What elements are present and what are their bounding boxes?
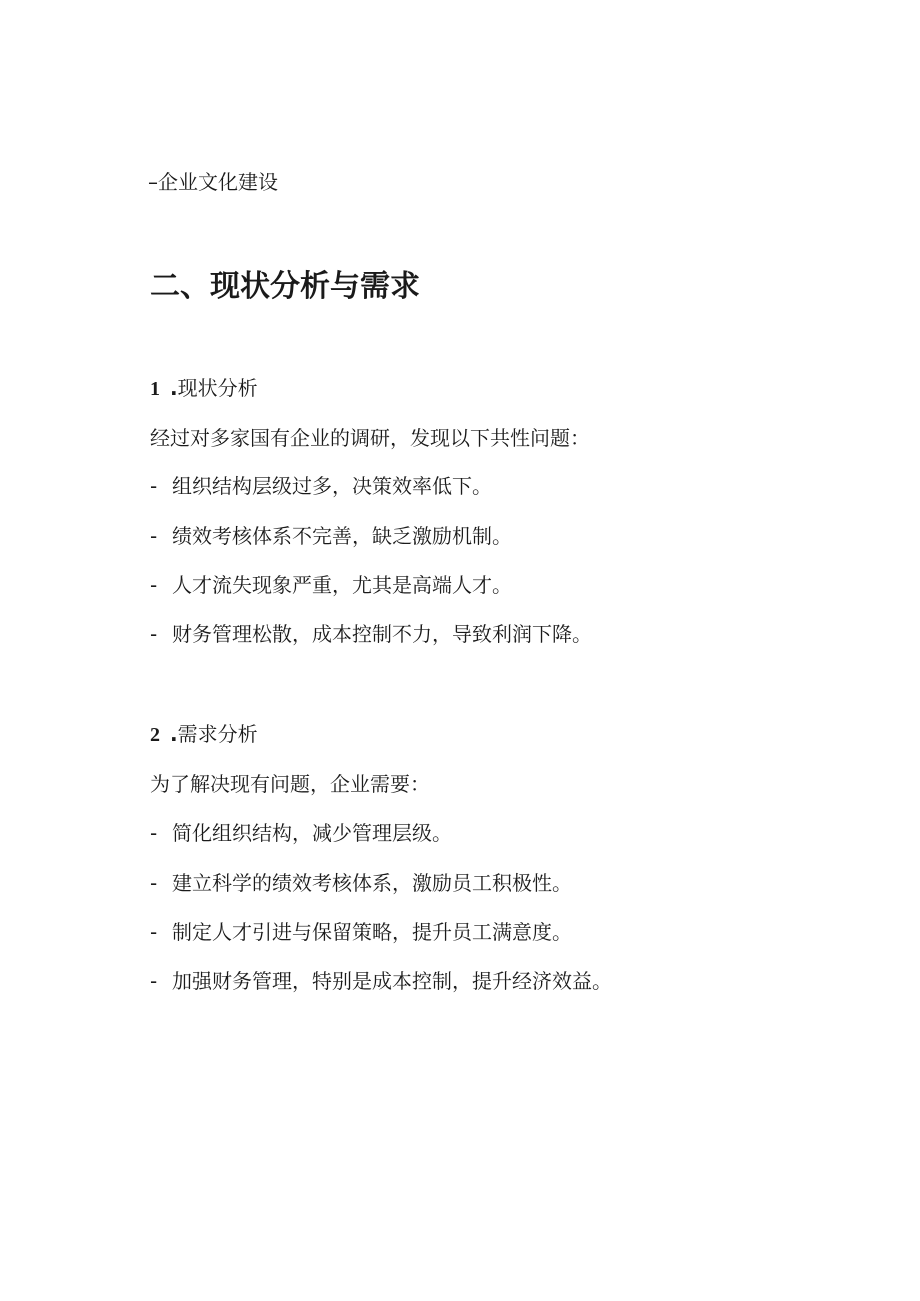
bullet-dash: - <box>150 622 158 646</box>
subsection-2-intro: 为了解决现有问题，企业需要： <box>150 772 430 796</box>
list-item-text: 财务管理松散，成本控制不力，导致利润下降。 <box>172 622 592 646</box>
subsection-2-dot: . <box>170 722 178 746</box>
list-item-text: 人才流失现象严重，尤其是高端人才。 <box>172 573 512 597</box>
subsection-2-title <box>150 720 258 749</box>
subsection-1-intro: 经过对多家国有企业的调研，发现以下共性问题： <box>150 426 590 450</box>
section-title: 二、现状分析与需求 <box>150 269 420 304</box>
list-item <box>150 620 592 648</box>
subsection-1-dot: . <box>170 376 178 400</box>
list-item <box>150 571 512 599</box>
list-item-text: 制定人才引进与保留策略，提升员工满意度。 <box>172 920 572 944</box>
list-item-text: 加强财务管理，特别是成本控制，提升经济效益。 <box>172 969 612 993</box>
bullet-dash: - <box>150 573 158 597</box>
list-item <box>150 472 492 500</box>
subsection-2-number: 2 <box>150 724 160 746</box>
subsection-1-number: 1 <box>150 378 160 400</box>
list-item <box>150 918 572 946</box>
bullet-dash: - <box>150 969 158 993</box>
subsection-1-title <box>150 374 258 403</box>
list-item-text: 绩效考核体系不完善，缺乏激励机制。 <box>172 524 512 548</box>
bullet-dash: - <box>150 524 158 548</box>
list-item <box>150 819 452 847</box>
subsection-1-label: 现状分析 <box>177 376 258 400</box>
list-item <box>150 967 612 995</box>
list-item <box>150 869 572 897</box>
subsection-2-label: 需求分析 <box>177 722 258 746</box>
bullet-dash: - <box>150 821 158 845</box>
bullet-dash: - <box>150 474 158 498</box>
bullet-dash: - <box>150 871 158 895</box>
bullet-dash: - <box>150 920 158 944</box>
list-item-text: 组织结构层级过多，决策效率低下。 <box>172 474 492 498</box>
list-item-text: 建立科学的绩效考核体系，激励员工积极性。 <box>172 871 572 895</box>
list-item <box>150 522 512 550</box>
list-item-text: 简化组织结构，减少管理层级。 <box>172 821 452 845</box>
culture-building-line: –企业文化建设 <box>148 170 278 194</box>
